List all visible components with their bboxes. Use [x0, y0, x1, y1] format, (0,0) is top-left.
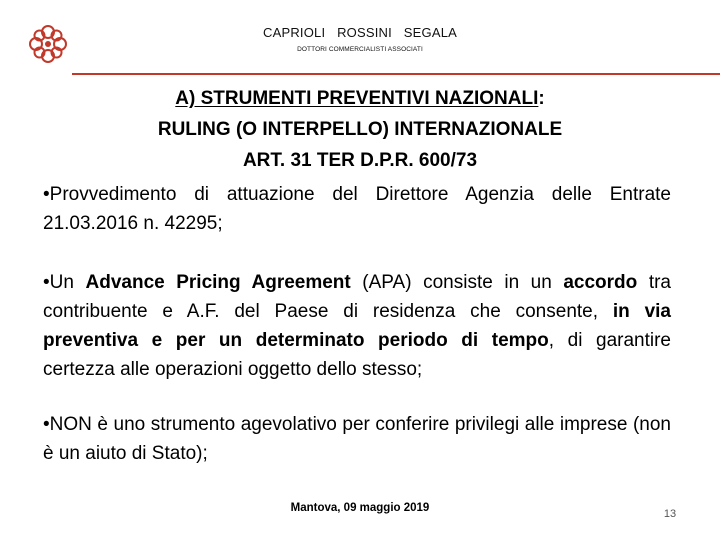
firm-name-2: ROSSINI — [337, 25, 392, 40]
slide-title-line-3: ART. 31 TER D.P.R. 600/73 — [242, 150, 478, 171]
slide-title-line-1 — [0, 84, 720, 114]
title-colon: : — [538, 88, 545, 109]
bullet-paragraph-3 — [43, 410, 671, 468]
paragraph-text: tra contribuente e A.F. del Paese di residenza che consente, — [43, 272, 671, 322]
paragraph-text: Provvedimento di attuazione del Direttore Agenzia delle Entrate 21.03.2016 n. 42295; — [43, 184, 671, 234]
page-number: 13 — [663, 508, 677, 520]
paragraph-text: , di garantire certezza alle operazioni oggetto dello stesso; — [43, 330, 671, 380]
paragraph-text: NON è uno strumento agevolativo per conferire privilegi alle imprese (non è un aiuto di Stato); — [43, 414, 671, 464]
bullet-paragraph-2 — [43, 268, 671, 384]
bullet-marker: • — [43, 414, 50, 435]
paragraph-text: Un — [49, 272, 86, 293]
firm-name — [0, 25, 720, 40]
paragraph-bold: accordo — [563, 272, 638, 293]
footer-date: Mantova, 09 maggio 2019 — [290, 502, 430, 514]
firm-name-3: SEGALA — [403, 25, 457, 40]
title-underlined: A) STRUMENTI PREVENTIVI NAZIONALI — [175, 88, 539, 109]
header-divider — [72, 73, 720, 75]
bullet-paragraph-1 — [43, 180, 671, 238]
bullet-marker: • — [43, 272, 50, 293]
bullet-marker: • — [43, 184, 50, 205]
paragraph-bold: in via preventiva e per un determinato periodo di tempo — [43, 301, 672, 351]
firm-subtitle: DOTTORI COMMERCIALISTI ASSOCIATI — [297, 46, 423, 53]
paragraph-bold: Advance Pricing Agreement — [85, 272, 351, 293]
slide-title-line-2: RULING (O INTERPELLO) INTERNAZIONALE — [157, 119, 563, 140]
firm-name-1: CAPRIOLI — [262, 25, 326, 40]
paragraph-text: (APA) consiste in un — [350, 272, 564, 293]
